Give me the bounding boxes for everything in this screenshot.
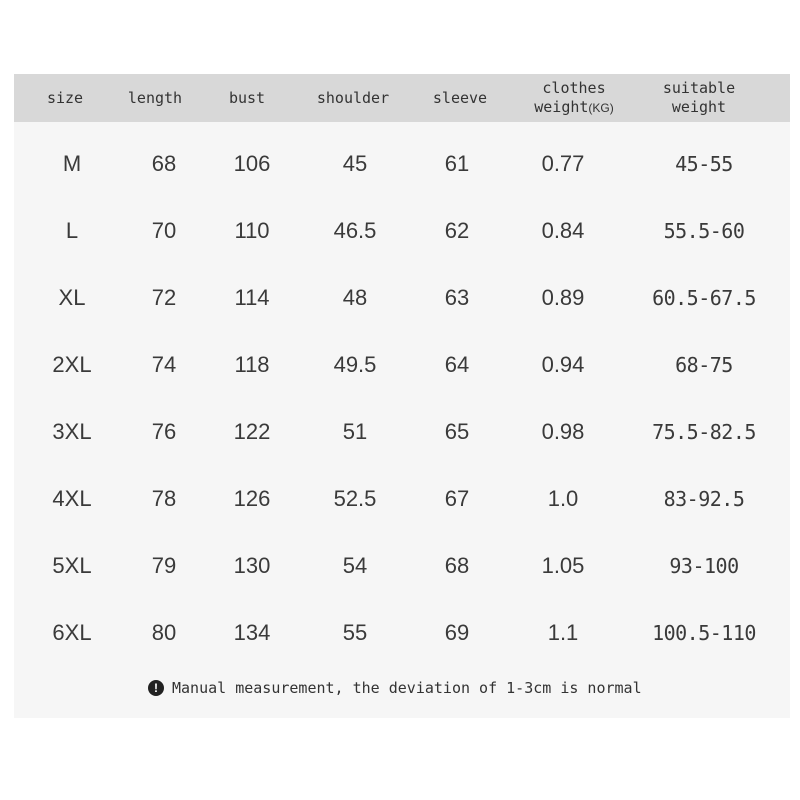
table-row: [14, 144, 790, 184]
header-bust: [229, 74, 265, 122]
note-text: Manual measurement, the deviation of 1-3cm is normal: [172, 679, 642, 697]
cell-bust: 122: [233, 419, 271, 444]
header-clothes-weight-line2: [534, 98, 614, 118]
cell-length: 68: [151, 151, 177, 176]
cell-clothes-weight: 0.77: [541, 151, 585, 176]
cell-length: 79: [151, 553, 177, 578]
measurement-note: [148, 677, 642, 699]
cell-bust: 106: [233, 151, 271, 176]
table-row: [14, 278, 790, 318]
header-size: [47, 74, 83, 122]
cell-sleeve: 68: [444, 553, 470, 578]
table-row: [14, 211, 790, 251]
cell-length: 70: [151, 218, 177, 243]
header-sleeve-label: sleeve: [432, 88, 488, 107]
cell-sleeve: 63: [444, 285, 470, 310]
cell-bust: 126: [233, 486, 271, 511]
table-row: [14, 546, 790, 586]
cell-shoulder: 54: [342, 553, 368, 578]
cell-clothes-weight: 1.1: [547, 620, 579, 645]
table-row: [14, 345, 790, 385]
cell-clothes-weight: 0.94: [541, 352, 585, 377]
cell-length: 74: [151, 352, 177, 377]
cell-length: 78: [151, 486, 177, 511]
header-sleeve: [433, 74, 487, 122]
cell-shoulder: 51: [342, 419, 368, 444]
header-suitable-weight-line2: weight: [671, 98, 727, 116]
header-shoulder: [317, 74, 389, 122]
cell-size: L: [65, 218, 79, 243]
cell-clothes-weight: 0.98: [541, 419, 585, 444]
cell-bust: 118: [234, 352, 270, 377]
cell-clothes-weight: 0.84: [541, 218, 585, 243]
cell-sleeve: 65: [444, 419, 470, 444]
cell-clothes-weight: 1.05: [541, 553, 585, 578]
cell-shoulder: 52.5: [333, 486, 377, 511]
header-clothes-weight: [534, 74, 614, 122]
cell-sleeve: 64: [444, 352, 470, 377]
cell-size: 3XL: [52, 419, 92, 444]
cell-length: 80: [151, 620, 177, 645]
table-row: [14, 412, 790, 452]
header-shoulder-label: shoulder: [316, 88, 390, 107]
cell-suitable-weight: 68-75: [675, 353, 733, 377]
header-clothes-weight-word: weight: [534, 97, 589, 116]
size-chart: [14, 74, 790, 718]
header-clothes-weight-unit: (KG): [588, 100, 614, 115]
cell-suitable-weight: 45-55: [675, 152, 733, 176]
cell-suitable-weight: 55.5-60: [663, 219, 745, 243]
cell-shoulder: 45: [342, 151, 368, 176]
table-row: [14, 479, 790, 519]
header-bust-label: bust: [228, 88, 266, 107]
cell-size: 6XL: [52, 620, 92, 645]
cell-sleeve: 69: [444, 620, 470, 645]
cell-bust: 134: [233, 620, 271, 645]
cell-suitable-weight: 93-100: [669, 554, 739, 578]
cell-shoulder: 49.5: [333, 352, 377, 377]
header-suitable-weight-line1: suitable: [662, 79, 736, 97]
cell-length: 76: [151, 419, 177, 444]
cell-suitable-weight: 60.5-67.5: [652, 286, 756, 310]
header-size-label: size: [46, 88, 84, 107]
cell-size: 2XL: [52, 352, 92, 377]
cell-sleeve: 67: [444, 486, 470, 511]
header-length-label: length: [127, 88, 183, 107]
header-clothes-weight-line1: clothes: [542, 78, 606, 97]
cell-size: 4XL: [52, 486, 92, 511]
cell-shoulder: 48: [342, 285, 368, 310]
cell-bust: 130: [233, 553, 271, 578]
table-row: [14, 613, 790, 653]
table-header: [14, 74, 790, 122]
cell-suitable-weight: 75.5-82.5: [652, 420, 756, 444]
cell-clothes-weight: 1.0: [547, 486, 579, 511]
cell-shoulder: 55: [342, 620, 368, 645]
cell-bust: 114: [234, 285, 270, 310]
cell-suitable-weight: 83-92.5: [663, 487, 745, 511]
cell-sleeve: 62: [444, 218, 470, 243]
header-length: [128, 74, 182, 122]
header-suitable-weight: [663, 74, 735, 122]
exclamation-icon: !: [148, 680, 164, 696]
cell-clothes-weight: 0.89: [541, 285, 585, 310]
cell-size: M: [62, 151, 82, 176]
cell-suitable-weight: 100.5-110: [652, 621, 756, 645]
cell-length: 72: [151, 285, 177, 310]
cell-size: 5XL: [52, 553, 92, 578]
cell-sleeve: 61: [444, 151, 470, 176]
cell-bust: 110: [234, 218, 270, 243]
cell-size: XL: [58, 285, 86, 310]
cell-shoulder: 46.5: [333, 218, 377, 243]
